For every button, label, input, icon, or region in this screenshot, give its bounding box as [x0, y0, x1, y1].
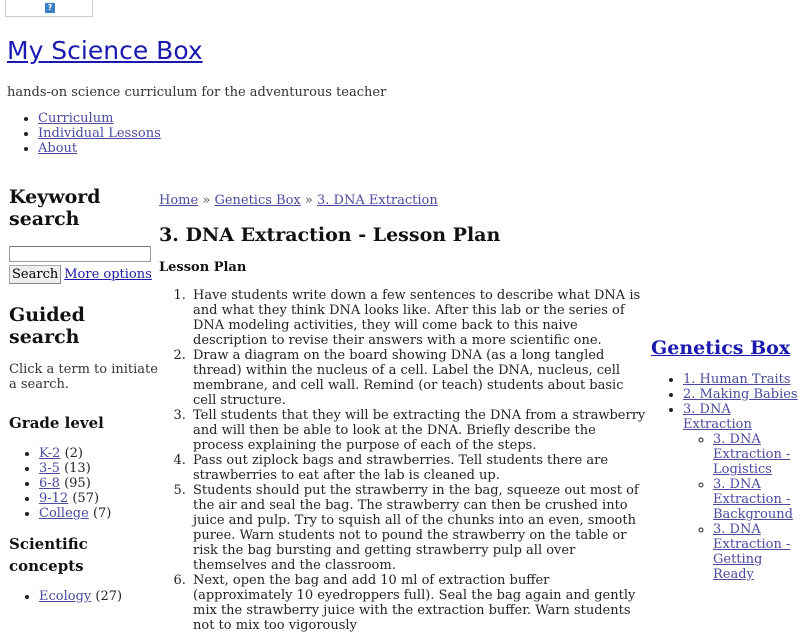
- grade-item: [39, 491, 159, 506]
- grade-link-6-8[interactable]: 6-8: [39, 476, 60, 491]
- lesson-step: 3. Tell students that they will be extracting the DNA from a strawberry and will then be able to look at the DNA. Briefly describe the process explaining the purpose of each of the steps.: [190, 408, 649, 453]
- concept-item: [39, 589, 159, 604]
- breadcrumb: [159, 193, 649, 208]
- right-sidebar: [651, 336, 800, 582]
- breadcrumb-separator: »: [202, 193, 211, 208]
- grade-link-9-12[interactable]: 9-12: [39, 491, 69, 506]
- lesson-step: 1. Have students write down a few sentences to describe what DNA is and what they think DNA looks like. After this lab or the series of DNA modeling activities, they will come back to this naive description to revise their answers with a more scientific one.: [190, 288, 649, 348]
- box-item: [683, 387, 800, 402]
- box-link-getting-ready[interactable]: 3. DNA Extraction - Getting Ready: [713, 522, 791, 582]
- box-link-making-babies[interactable]: 2. Making Babies: [683, 387, 798, 402]
- grade-count: (2): [64, 446, 83, 461]
- box-link-logistics[interactable]: 3. DNA Extraction - Logistics: [713, 432, 791, 477]
- top-nav: [20, 111, 161, 156]
- guided-search-description: Click a term to initiate a search.: [9, 362, 158, 392]
- grade-item: [39, 461, 159, 476]
- search-input[interactable]: [9, 246, 151, 262]
- grade-count: (13): [64, 461, 91, 476]
- grade-item: [39, 476, 159, 491]
- left-sidebar: [9, 186, 159, 604]
- logo-box[interactable]: [5, 0, 93, 17]
- box-link-dna-extraction[interactable]: 3. DNA Extraction: [683, 402, 752, 432]
- box-subitem: [713, 522, 800, 582]
- search-row: [9, 265, 159, 284]
- grade-count: (95): [64, 476, 91, 491]
- nav-item-curriculum: [38, 111, 161, 126]
- breadcrumb-dna-extraction[interactable]: 3. DNA Extraction: [317, 193, 438, 208]
- lesson-step: 6. Next, open the bag and add 10 ml of extraction buffer (approximately 10 eyedroppers full). Seal the bag again and gently mix the strawberry juice with the extraction buffer. Warn students not to mix too vigorously: [190, 573, 649, 633]
- tagline: hands-on science curriculum for the adventurous teacher: [7, 85, 387, 100]
- nav-item-about: [38, 141, 161, 156]
- breadcrumb-home[interactable]: Home: [159, 193, 199, 208]
- grade-item: [39, 446, 159, 461]
- section-heading: Lesson Plan: [159, 260, 247, 275]
- box-link-human-traits[interactable]: 1. Human Traits: [683, 372, 791, 387]
- grade-link-k-2[interactable]: K-2: [39, 446, 61, 461]
- breadcrumb-separator: »: [304, 193, 313, 208]
- grade-count: (7): [92, 506, 112, 521]
- lesson-step: 4. Pass out ziplock bags and strawberries. Tell students there are strawberries to eat after the lab is cleaned up.: [190, 453, 649, 483]
- box-item: [683, 372, 800, 387]
- question-mark-icon: ?: [45, 3, 55, 13]
- grade-link-3-5[interactable]: 3-5: [39, 461, 60, 476]
- genetics-box-link[interactable]: Genetics Box: [651, 337, 791, 359]
- site-title: [7, 36, 203, 65]
- nav-link-curriculum[interactable]: Curriculum: [38, 111, 114, 126]
- concept-link-ecology[interactable]: Ecology: [39, 589, 92, 604]
- scientific-concepts-heading: Scientific concepts: [9, 535, 88, 575]
- box-sublist: [683, 432, 800, 582]
- box-lesson-list: [651, 372, 800, 582]
- nav-link-individual-lessons[interactable]: Individual Lessons: [38, 126, 161, 141]
- lesson-step: 5. Students should put the strawberry in the bag, squeeze out most of the air and seal the bag. The strawberry can then be crushed into juice and pulp. Try to squish all of the chunks into an even, smooth puree. Warn students not to pound the strawberry on the table or risk the bag bursting and getting strawberry pulp all over themselves and the classroom.: [190, 483, 649, 573]
- box-heading: [651, 336, 800, 360]
- nav-link-about[interactable]: About: [38, 141, 78, 156]
- nav-item-individual-lessons: [38, 126, 161, 141]
- box-subitem: [713, 432, 800, 477]
- grade-level-heading: Grade level: [9, 414, 104, 432]
- site-title-link[interactable]: My Science Box: [7, 36, 203, 65]
- keyword-search-heading: Keyword search: [9, 186, 101, 230]
- lesson-step: 2. Draw a diagram on the board showing DNA (as a long tangled thread) within the nucleus of a cell. Label the DNA, nucleus, cell membrane, and cell wall. Remind (or teach) students about basic cell structure.: [190, 348, 649, 408]
- more-options-link[interactable]: More options: [64, 267, 152, 282]
- search-button[interactable]: Search: [9, 265, 61, 284]
- breadcrumb-genetics-box[interactable]: Genetics Box: [214, 193, 301, 208]
- guided-search-heading: Guided search: [9, 304, 85, 348]
- grade-level-list: [9, 446, 159, 521]
- box-link-background[interactable]: 3. DNA Extraction - Background: [713, 477, 793, 522]
- box-subitem: [713, 477, 800, 522]
- page-title: 3. DNA Extraction - Lesson Plan: [159, 224, 501, 246]
- lesson-steps: [159, 288, 649, 633]
- concept-count: (27): [95, 589, 123, 604]
- box-item: [683, 402, 800, 582]
- main-content: [159, 193, 649, 633]
- grade-count: (57): [72, 491, 100, 506]
- concepts-list: [9, 589, 159, 604]
- grade-link-college[interactable]: College: [39, 506, 89, 521]
- grade-item: [39, 506, 159, 521]
